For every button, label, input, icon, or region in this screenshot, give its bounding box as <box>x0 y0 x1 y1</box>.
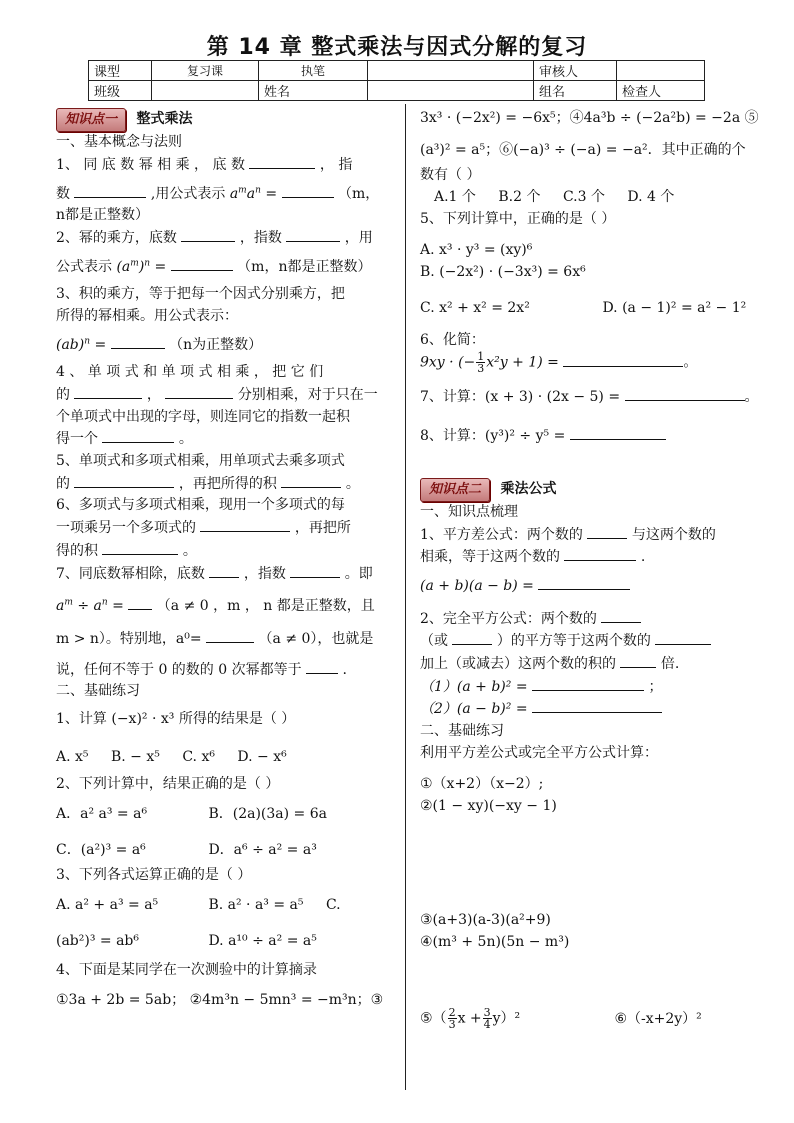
blank[interactable] <box>165 384 233 399</box>
fraction <box>448 1007 457 1030</box>
text: 与这两个数的 <box>631 526 716 543</box>
blank[interactable] <box>249 154 315 169</box>
info-row <box>89 81 705 101</box>
option-a[interactable]: A. x⁵ <box>56 748 89 765</box>
exercise-5 <box>420 1007 592 1030</box>
text: ，指数 <box>239 229 282 246</box>
text: ，再把所 <box>294 520 351 537</box>
item-4-cont: 个单项式中出现的字母，则连同它的指数一起积 <box>56 408 350 425</box>
option-c[interactable]: C. x² + x² = 2x² <box>420 299 530 316</box>
item-3-formula <box>56 334 396 357</box>
question-5: 5、下列计算中，正确的是（ ） <box>420 210 616 227</box>
left-column <box>56 108 396 1012</box>
formula-2-cont <box>420 630 765 653</box>
blank[interactable] <box>281 473 341 488</box>
item-3: 3、积的乘方，等于把每一个因式分别乘方，把 <box>56 286 345 303</box>
label-group: 组名 <box>534 81 617 101</box>
exercise-2: ②(1 − xy)(−xy − 1) <box>420 798 557 815</box>
blank[interactable] <box>102 540 178 555</box>
formula: 9xy · (− <box>420 354 476 371</box>
text: 说，任何不等于 0 的数的 0 次幂都等于 <box>56 661 302 678</box>
formula-1-cont <box>420 546 765 569</box>
blank[interactable] <box>625 386 745 401</box>
blank[interactable] <box>538 575 630 590</box>
blank[interactable] <box>452 630 492 645</box>
text: （a ≠ 0 ，m ， n 都是正整数，且 <box>156 598 375 615</box>
option-c-expr[interactable]: (ab²)³ = ab⁶ <box>56 932 140 949</box>
text: 得一个 <box>56 431 98 448</box>
page-title: 第 14 章 整式乘法与因式分解的复习 <box>206 35 588 60</box>
formula: x²y + 1) = <box>486 354 559 371</box>
text: ，用 <box>344 229 373 246</box>
text: . <box>640 549 646 566</box>
text: 公式表示 <box>56 258 112 275</box>
text: ,用公式表示 <box>150 185 226 202</box>
text: 。 <box>182 542 197 559</box>
question-4-cont: 3x³ · (−2x²) = −6x⁵；④4a³b ÷ (−2a²b) = −2a ⑤ <box>420 110 759 126</box>
blank[interactable] <box>587 524 627 539</box>
formula: （1）(a + b)² = <box>420 678 528 695</box>
question-6: 6、化简： <box>420 331 485 348</box>
blank[interactable] <box>209 563 239 578</box>
value-reviewer[interactable] <box>617 61 705 81</box>
text: m > n）。特别地，a⁰= <box>56 630 202 647</box>
question-4-cont: (a³)² = a⁵；⑥(−a)³ ÷ (−a) = −a²．其中正确的个 <box>420 141 746 158</box>
item-6-cont <box>56 517 396 540</box>
formula: $(a^m)^n$ = <box>116 257 167 275</box>
question-4-options <box>420 187 765 209</box>
item-7 <box>56 563 396 586</box>
text: 的 <box>56 475 70 492</box>
section-header-2 <box>420 478 765 502</box>
subheading: 二、基础练习 <box>420 723 504 740</box>
option-b[interactable]: B.2 个 <box>498 189 541 206</box>
subheading: 一、基本概念与法则 <box>56 134 182 151</box>
question-2-options <box>56 804 396 826</box>
option-d[interactable]: D．a⁶ ÷ a² = a³ <box>208 841 317 858</box>
text: ，指数 <box>243 565 286 582</box>
exercise-6: ⑥（-x+2y）² <box>614 1010 702 1027</box>
item-5: 5、单项式和多项式相乘，用单项式去乘多项式 <box>56 453 345 470</box>
item-1-cont <box>56 183 396 206</box>
text: 一项乘另一个多项式的 <box>56 520 196 537</box>
item-7-cont <box>56 628 396 651</box>
text: ）的平方等于这两个数的 <box>496 633 651 650</box>
formula: (ab)$^n$ = <box>56 335 107 353</box>
option-a[interactable]: A. a² + a³ = a⁵ <box>56 897 159 914</box>
blank[interactable] <box>111 334 165 349</box>
formula-1-expr <box>420 575 765 598</box>
item-4-cont <box>56 428 396 451</box>
question-4-items: ①3a + 2b = 5ab； ②4m³n − 5mn³ = −m³n；③ <box>56 992 384 1009</box>
option-b[interactable]: B. a² · a³ = a⁵ <box>208 897 304 914</box>
formula: （2）(a − b)² = <box>420 701 528 718</box>
info-table <box>88 60 705 101</box>
info-row <box>89 61 705 81</box>
numerator: 1 <box>477 350 485 364</box>
question-2: 2、下列计算中，结果正确的是（ ） <box>56 776 280 793</box>
value-class[interactable] <box>152 81 259 101</box>
label-author: 执笔 <box>259 61 368 81</box>
formula-2-expr-2 <box>420 698 765 721</box>
question-8 <box>420 425 765 448</box>
option-c[interactable]: C. x⁶ <box>182 748 215 765</box>
section-title: 乘法公式 <box>500 480 557 497</box>
blank[interactable] <box>171 256 233 271</box>
text: 。 <box>683 354 698 371</box>
text: （m， <box>337 185 380 202</box>
item-2-cont <box>56 256 396 279</box>
exercise-4: ④(m³ + 5n)(5n − m³) <box>420 933 570 950</box>
blank[interactable] <box>620 653 656 668</box>
text: 。即 <box>344 565 373 582</box>
knowledge-badge: 知识点二 <box>420 478 490 502</box>
option-c[interactable]: C. <box>325 897 341 914</box>
question-3: 3、下列各式运算正确的是（ ） <box>56 867 252 884</box>
formula: (a + b)(a − b) = <box>420 577 534 594</box>
subheading: 一、知识点梳理 <box>420 503 518 520</box>
question-3-options <box>56 895 396 917</box>
knowledge-badge: 知识点一 <box>56 108 126 132</box>
text: ； <box>648 678 663 695</box>
fraction <box>483 1007 492 1030</box>
fraction <box>476 351 485 374</box>
formula-2-cont <box>420 653 765 676</box>
text: 的 <box>56 387 70 404</box>
value-author[interactable] <box>368 61 534 81</box>
option-d[interactable]: D. a¹⁰ ÷ a² = a⁵ <box>208 932 317 949</box>
denominator: 4 <box>483 1018 491 1032</box>
text: 2、完全平方公式：两个数的 <box>420 610 597 627</box>
item-2 <box>56 227 396 250</box>
item-7-cont <box>56 659 396 682</box>
item-4-cont <box>56 384 396 407</box>
text: x + <box>457 1010 482 1027</box>
blank[interactable] <box>128 595 152 610</box>
item-5-cont <box>56 473 396 496</box>
value-name[interactable] <box>368 81 534 101</box>
text: （n为正整数） <box>169 336 263 353</box>
text: 倍. <box>660 656 680 673</box>
denominator: 3 <box>477 362 485 376</box>
blank[interactable] <box>286 227 340 242</box>
blank[interactable] <box>655 630 711 645</box>
exercise-1: ①（x+2）（x−2）; <box>420 776 544 793</box>
numerator: 2 <box>448 1006 456 1020</box>
option-c[interactable]: C.3 个 <box>562 189 605 206</box>
denominator: 3 <box>448 1018 456 1032</box>
question-1: 1、计算 (−x)² · x³ 所得的结果是（ ） <box>56 710 296 727</box>
blank[interactable] <box>181 227 235 242</box>
question-7 <box>420 386 765 409</box>
label-checker: 检查人 <box>617 81 705 101</box>
question-4-cont: 数有（ ） <box>420 167 481 184</box>
item-1-cont: n都是正整数） <box>56 207 150 224</box>
text: 数 <box>56 185 70 202</box>
label-course-type: 课型 <box>89 61 152 81</box>
item-1 <box>56 154 396 177</box>
blank[interactable] <box>206 628 254 643</box>
text: ⑤（ <box>420 1010 447 1027</box>
text: 相乘，等于这两个数的 <box>420 549 560 566</box>
text: 8、计算：(y³)² ÷ y⁵ = <box>420 428 566 445</box>
numerator: 3 <box>483 1006 491 1020</box>
text: （a ≠ 0），也就是 <box>258 630 374 647</box>
item-4: 4 、 单 项 式 和 单 项 式 相 乘 ， 把 它 们 <box>56 364 324 381</box>
blank[interactable] <box>563 352 683 367</box>
text: ，再把所得的积 <box>178 475 277 492</box>
blank[interactable] <box>306 659 338 674</box>
question-2-options <box>56 840 396 862</box>
text: 1、平方差公式：两个数的 <box>420 526 583 543</box>
option-c[interactable]: C．(a²)³ = a⁶ <box>56 841 146 858</box>
label-reviewer: 审核人 <box>534 61 617 81</box>
text: 7、计算：(x + 3) · (2x − 5) = <box>420 389 621 406</box>
text: y）² <box>492 1010 521 1027</box>
option-d[interactable]: D. (a − 1)² = a² − 1² <box>602 299 747 316</box>
question-4: 4、下面是某同学在一次测验中的计算摘录 <box>56 962 317 979</box>
text: 。 <box>345 475 360 492</box>
formula-2 <box>420 608 765 631</box>
option-a[interactable]: A.1 个 <box>434 189 476 206</box>
blank[interactable] <box>290 563 340 578</box>
practice-row <box>420 910 765 953</box>
blank[interactable] <box>570 425 666 440</box>
blank[interactable] <box>74 183 146 198</box>
option-a[interactable]: A. x³ · y³ = (xy)⁶ <box>420 242 533 259</box>
question-6-expr <box>420 351 765 374</box>
text: 得的积 <box>56 542 98 559</box>
option-a[interactable]: A．a² a³ = a⁶ <box>56 806 148 823</box>
question-3-options <box>56 931 396 953</box>
text: . <box>342 661 347 678</box>
option-d[interactable]: D. − x⁶ <box>237 748 287 765</box>
blank[interactable] <box>532 698 662 713</box>
option-b[interactable]: B．(2a)(3a) = 6a <box>208 806 327 823</box>
text: 2、幂的乘方，底数 <box>56 229 177 246</box>
formula: $a^ma^n$ = <box>229 184 278 202</box>
practice-row <box>420 1007 765 1030</box>
blank[interactable] <box>282 183 334 198</box>
item-6: 6、多项式与多项式相乘，现用一个多项式的每 <box>56 497 345 514</box>
formula: $a^m \div a^n$ = <box>56 597 124 615</box>
value-course-type: 复习课 <box>152 61 259 81</box>
text: ， <box>146 387 161 404</box>
text: 1、 同 底 数 幂 相 乘 ， 底 数 <box>56 156 245 173</box>
exercise-3: ③(a+3)(a-3)(a²+9) <box>420 911 551 928</box>
text: 。 <box>744 389 759 406</box>
option-b[interactable]: B. (−2x²) · (−3x³) = 6x⁶ <box>420 264 586 281</box>
blank[interactable] <box>200 517 290 532</box>
text: （m，n都是正整数） <box>237 258 372 275</box>
question-1-options <box>56 747 396 769</box>
text: 加上（或减去）这两个数的积的 <box>420 656 616 673</box>
label-name: 姓名 <box>259 81 368 101</box>
option-b[interactable]: B. − x⁵ <box>110 748 160 765</box>
text: 分别相乘，对于只在一 <box>237 387 378 404</box>
text: ， 指 <box>319 156 353 173</box>
text: （或 <box>420 633 448 650</box>
blank[interactable] <box>74 384 142 399</box>
question-5-options <box>420 240 765 283</box>
item-7-cont <box>56 595 396 618</box>
practice-row <box>420 774 765 817</box>
blank[interactable] <box>532 676 644 691</box>
practice-instruction: 利用平方差公式或完全平方公式计算： <box>420 744 658 761</box>
option-d[interactable]: D. 4 个 <box>627 189 675 206</box>
blank[interactable] <box>102 428 174 443</box>
label-class: 班级 <box>89 81 152 101</box>
blank[interactable] <box>564 546 636 561</box>
section-title: 整式乘法 <box>136 111 193 127</box>
question-5-options <box>420 298 765 320</box>
formula-1 <box>420 524 765 547</box>
formula-2-expr-1 <box>420 676 765 699</box>
item-6-cont <box>56 540 396 563</box>
blank[interactable] <box>74 473 174 488</box>
subheading: 二、基础练习 <box>56 683 140 700</box>
blank[interactable] <box>601 608 641 623</box>
item-3-cont: 所得的幂相乘。用公式表示： <box>56 307 238 324</box>
text: 。 <box>178 431 193 448</box>
right-column <box>420 108 765 1030</box>
column-divider <box>405 104 406 1090</box>
text: 7、同底数幂相除，底数 <box>56 565 205 582</box>
section-header <box>56 108 396 132</box>
